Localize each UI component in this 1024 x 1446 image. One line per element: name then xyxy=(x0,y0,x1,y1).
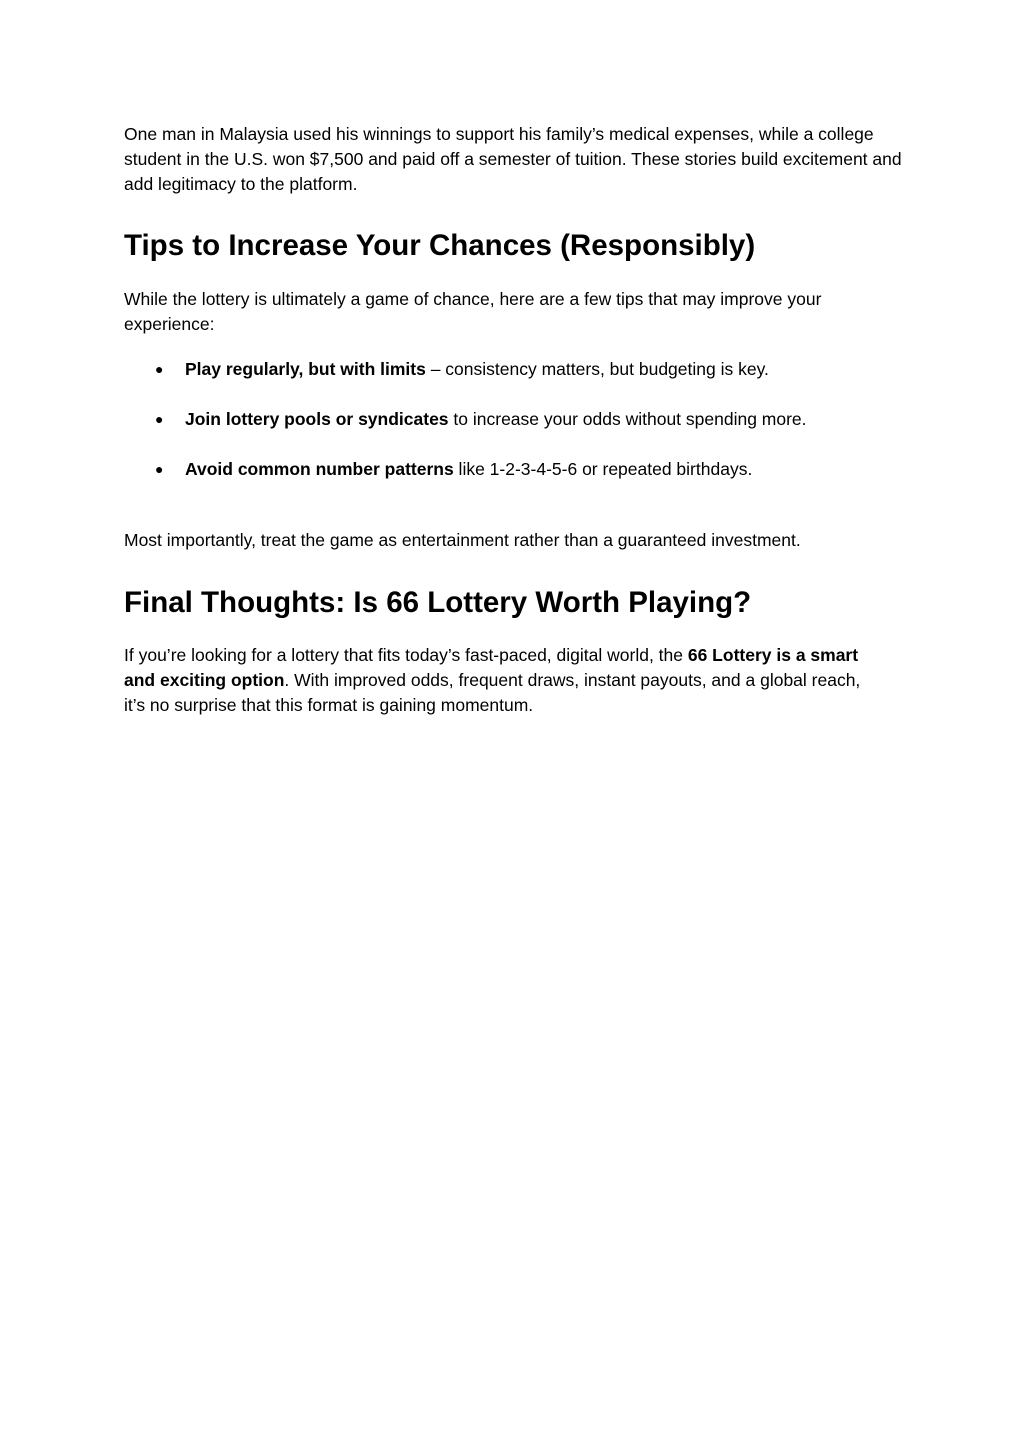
list-item-text: like 1-2-3-4-5-6 or repeated birthdays. xyxy=(453,459,753,479)
tips-intro-paragraph: While the lottery is ultimately a game of chance, here are a few tips that may improve your experience: xyxy=(124,289,822,334)
list-item xyxy=(124,357,914,407)
final-heading: Final Thoughts: Is 66 Lottery Worth Playing? xyxy=(124,586,752,619)
intro-paragraph: One man in Malaysia used his winnings to support his family’s medical expenses, while a college student in the U.S. won $7,500 and paid off a semester of tuition. These stories build excitement and add legitimacy to the platform. xyxy=(124,124,902,194)
list-item xyxy=(124,407,914,457)
list-item xyxy=(124,457,914,507)
bullet-icon: ● xyxy=(155,411,164,427)
final-text-before: If you’re looking for a lottery that fits today’s fast-paced, digital world, the xyxy=(124,645,688,665)
final-text-bold: 66 Lottery is a smart and exciting option xyxy=(124,645,859,690)
tips-list xyxy=(124,357,914,507)
final-text-after: . With improved odds, frequent draws, instant payouts, and a global reach, it’s no surprise that this format is gaining momentum. xyxy=(124,670,861,715)
tips-closing-paragraph: Most importantly, treat the game as entertainment rather than a guaranteed investment. xyxy=(124,530,801,550)
bullet-icon: ● xyxy=(155,461,164,477)
list-item-bold: Play regularly, but with limits xyxy=(185,359,426,379)
tips-heading: Tips to Increase Your Chances (Responsibly) xyxy=(124,229,756,262)
list-item-bold: Join lottery pools or syndicates xyxy=(185,409,449,429)
list-item-text: to increase your odds without spending more. xyxy=(448,409,807,429)
list-item-text: – consistency matters, but budgeting is key. xyxy=(425,359,769,379)
final-paragraph xyxy=(124,643,884,718)
list-item-bold: Avoid common number patterns xyxy=(185,459,454,479)
bullet-icon: ● xyxy=(155,361,164,377)
